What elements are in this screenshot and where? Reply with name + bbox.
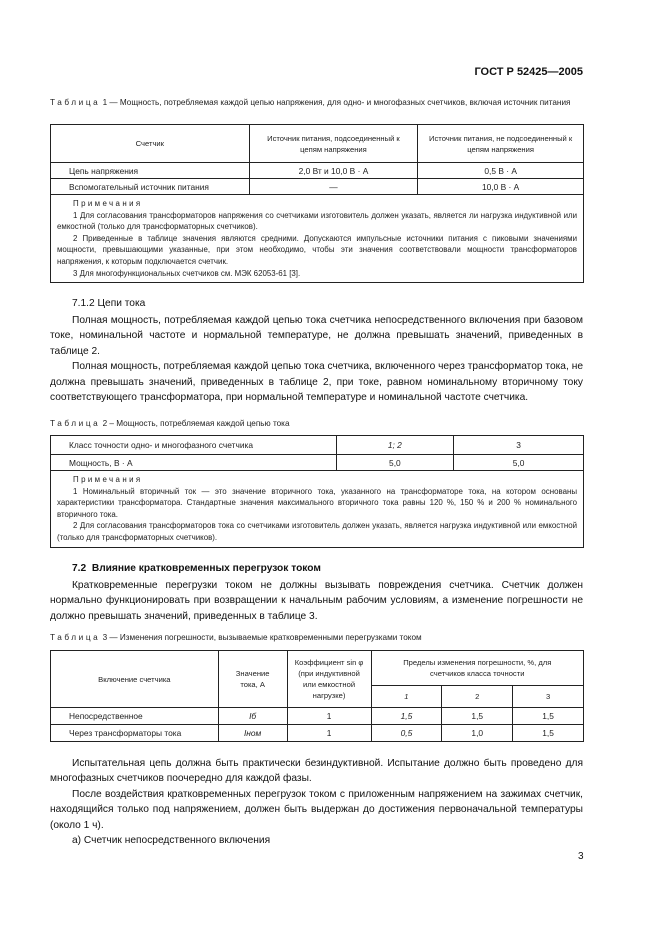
table1-cell: 10,0 В · А <box>418 179 584 195</box>
table1-caption <box>50 96 583 109</box>
table1-cell: 0,5 В · А <box>418 163 584 179</box>
table3-caption <box>50 631 422 644</box>
table1-cell: Цепь напряжения <box>51 163 250 179</box>
table3-cell: Iном <box>218 725 287 742</box>
page-number: 3 <box>578 851 584 862</box>
table3-head-class: 3 <box>513 686 584 708</box>
table2-caption-word: Таблица <box>50 419 101 428</box>
section-7-1-2-heading: 7.1.2 Цепи тока <box>72 298 146 309</box>
table3-cell: 1,5 <box>371 708 442 725</box>
table2-note: 2 Для согласования трансформаторов тока со счетчиками изготовитель должен указать, является нагрузка индуктивной или емкостной (только для трансформаторных счетчиков). <box>57 521 577 542</box>
paragraph: После воздействия кратковременных перегрузок током с приложенным напряжением на зажимах счетчик, находящийся только под напряжением, должен быть выдержан до достижения первоначальной температуры (около 1 ч). <box>50 788 583 831</box>
table1-note: 1 Для согласования трансформаторов напряжения со счетчиками изготовитель должен указать, является ли нагрузка индуктивной или емкостной (только для трансформаторных счетчиков). <box>57 210 577 232</box>
table3-head-current: Значение тока, А <box>218 651 287 708</box>
table3-cell: 1,5 <box>513 725 584 742</box>
table1-cell: Вспомогательный источник питания <box>51 179 250 195</box>
paragraph: Полная мощность, потребляемая каждой цепью тока счетчика непосредственного включения при базовом токе, номинальной частоте и нормальной температуре, не должна превышать значений, приведенных в таблице 2. <box>50 315 583 357</box>
table2-cell: 3 <box>454 436 584 455</box>
paragraph: Полная мощность, потребляемая каждой цепью тока счетчика, включенного через трансформатор тока, не должна превышать значений, приведенных в таблице 2, при токе, равном номинальному вторичному току соответствующего трансформатора, при нормальной температуре и номинальной частоте счетчика. <box>50 361 583 404</box>
closing-body <box>50 756 583 848</box>
table1-notes <box>51 195 584 283</box>
table1-note: 2 Приведенные в таблице значения являются средними. Допускаются импульсные источники питания с пиковыми значениями мощности, превышающими указанные, при этом необходимо, чтобы эти значения соответствовали мощности трансформаторов напряжения, к которым подключается счетчик. <box>57 233 577 266</box>
table3-cell: Iб <box>218 708 287 725</box>
table2-notes-heading: Примечания <box>73 475 143 484</box>
table3-cell: 1,0 <box>442 725 513 742</box>
table3-caption-text: 3 — Изменения погрешности, вызываемые кратковременными перегрузками током <box>100 633 422 642</box>
table3-caption-word: Таблица <box>50 633 101 642</box>
table3-head-limits: Пределы изменения погрешности, %, для счетчиков класса точности <box>371 651 584 686</box>
table2-caption <box>50 417 290 430</box>
table3-cell: 1,5 <box>513 708 584 725</box>
table3-head-sin: Коэффициент sin φ (при индуктивной или емкостной нагрузке) <box>287 651 371 708</box>
table1-cell: 2,0 Вт и 10,0 В · А <box>249 163 418 179</box>
document-header: ГОСТ Р 52425—2005 <box>474 66 583 78</box>
section-7-2-number: 7.2 <box>72 563 87 574</box>
table1-cell: — <box>249 179 418 195</box>
table3-cell: Через трансформаторы тока <box>51 725 219 742</box>
paragraph: Испытательная цепь должна быть практически безиндуктивной. Испытание должно быть проведено для многофазных счетчиков поочередно для каждой фазы. <box>50 758 583 785</box>
table3-cell: 1,5 <box>442 708 513 725</box>
table1-caption-text: 1 — Мощность, потребляемая каждой цепью напряжения, для одно- и многофазных счетчиков, включая источник питания <box>100 98 571 107</box>
table1-head-meter: Счетчик <box>51 125 250 163</box>
section-7-2-title: Влияние кратковременных перегрузок током <box>91 563 321 574</box>
table3-cell: 1 <box>287 725 371 742</box>
table3-cell: Непосредственное <box>51 708 219 725</box>
section-7-2-heading <box>72 563 321 574</box>
table2-caption-text: 2 – Мощность, потребляемая каждой цепью тока <box>100 419 290 428</box>
table2-cell: 5,0 <box>336 455 454 471</box>
section-7-1-2-body <box>50 313 583 405</box>
table3-head-class: 1 <box>371 686 442 708</box>
table3 <box>50 650 584 742</box>
table2-cell: Мощность, В · А <box>51 455 337 471</box>
table3-head-connection: Включение счетчика <box>51 651 219 708</box>
table2-cell: 1; 2 <box>336 436 454 455</box>
table1-caption-word: Таблица <box>50 98 101 107</box>
table2-note: 1 Номинальный вторичный ток — это значение вторичного тока, указанного на трансформаторе тока, на котором основаны характеристики трансформатора. Стандартные значения максимального вторичного тока равны 120 %, 150 % и 200 % номинального вторичного тока. <box>57 486 577 519</box>
table1-head-connected: Источник питания, подсоединенный к цепям напряжения <box>249 125 418 163</box>
table3-head-class: 2 <box>442 686 513 708</box>
table3-cell: 0,5 <box>371 725 442 742</box>
table2-notes <box>51 471 584 548</box>
table2-cell: Класс точности одно- и многофазного счетчика <box>51 436 337 455</box>
paragraph: Кратковременные перегрузки током не должны вызывать повреждения счетчика. Счетчик должен нормально функционировать при возвращении к начальным рабочим условиям, а изменение погрешности не должно превышать значений, приведенных в таблице 3. <box>50 580 583 622</box>
section-7-2-body <box>50 578 583 624</box>
list-item: а) Счетчик непосредственного включения <box>72 835 271 847</box>
table1 <box>50 124 584 283</box>
table1-notes-heading: Примечания <box>73 199 143 208</box>
table1-note: 3 Для многофункциональных счетчиков см. МЭК 62053-61 [3]. <box>73 268 301 278</box>
table1-head-not-connected: Источник питания, не подсоединенный к цепям напряжения <box>418 125 584 163</box>
table2 <box>50 435 584 548</box>
table2-cell: 5,0 <box>454 455 584 471</box>
table3-cell: 1 <box>287 708 371 725</box>
